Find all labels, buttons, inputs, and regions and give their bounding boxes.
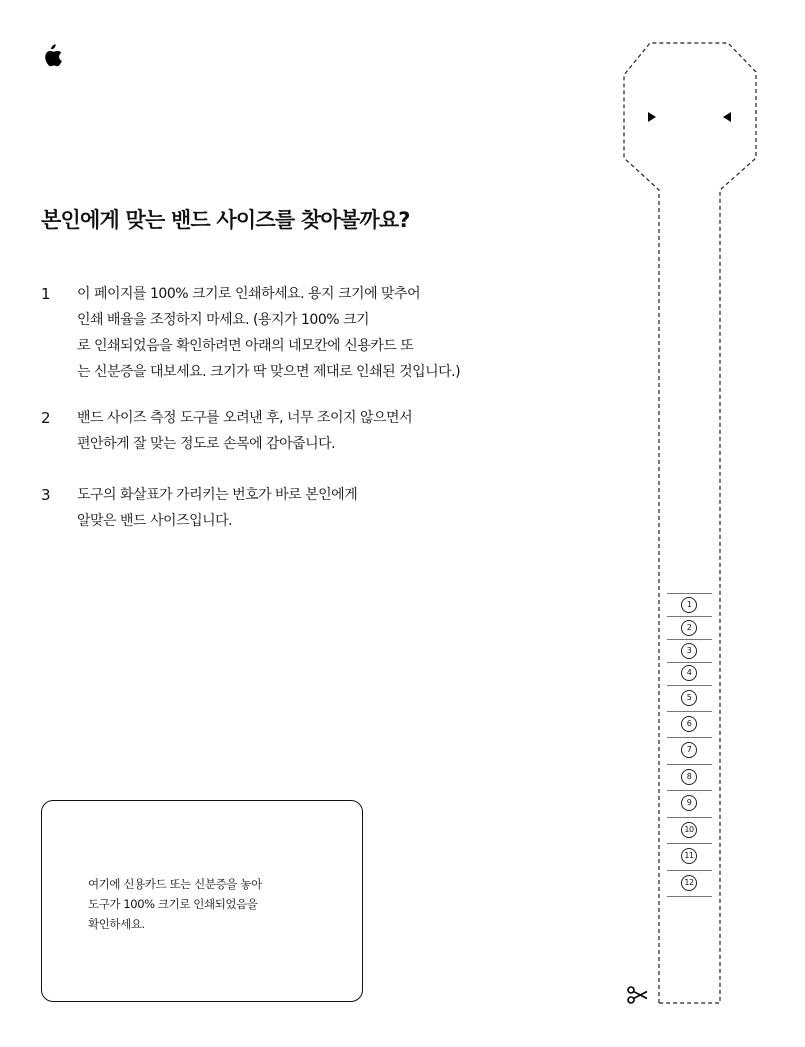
size-label-9: 9 [681, 795, 697, 811]
size-tick [667, 896, 712, 897]
step-line: 밴드 사이즈 측정 도구를 오려낸 후, 너무 조이지 않으면서 [77, 410, 413, 426]
size-tick [667, 790, 712, 791]
card-check-line: 도구가 100% 크기로 인쇄되었음을 [88, 897, 258, 911]
size-label-8: 8 [681, 769, 697, 785]
size-label-10: 10 [681, 822, 697, 838]
arrow-right-icon [648, 112, 656, 122]
size-label-3: 3 [681, 643, 697, 659]
size-tick [667, 593, 712, 594]
size-tick [667, 685, 712, 686]
size-tick [667, 662, 712, 663]
step-number: 2 [41, 409, 51, 427]
step-number: 3 [41, 486, 51, 504]
step-line: 는 신분증을 대보세요. 크기가 딱 맞으면 제대로 인쇄된 것입니다.) [77, 364, 461, 380]
size-tick [667, 639, 712, 640]
step-line: 알맞은 밴드 사이즈입니다. [77, 513, 233, 529]
step-line: 이 페이지를 100% 크기로 인쇄하세요. 용지 크기에 맞추어 [77, 286, 421, 302]
size-label-6: 6 [681, 716, 697, 732]
card-check-line: 확인하세요. [88, 917, 145, 931]
size-label-11: 11 [681, 848, 697, 864]
size-label-7: 7 [681, 742, 697, 758]
size-tick [667, 817, 712, 818]
size-label-12: 12 [681, 875, 697, 891]
size-label-2: 2 [681, 620, 697, 636]
size-tick [667, 737, 712, 738]
size-tick [667, 843, 712, 844]
size-tick [667, 870, 712, 871]
size-label-1: 1 [681, 597, 697, 613]
page-title: 본인에게 맞는 밴드 사이즈를 찾아볼까요? [41, 208, 410, 232]
step-line: 로 인쇄되었음을 확인하려면 아래의 네모칸에 신용카드 또 [77, 338, 414, 354]
size-tick [667, 711, 712, 712]
size-tick [667, 616, 712, 617]
step-line: 도구의 화살표가 가리키는 번호가 바로 본인에게 [77, 487, 358, 503]
size-label-4: 4 [681, 665, 697, 681]
step-number: 1 [41, 285, 51, 303]
arrow-left-icon [723, 112, 731, 122]
size-label-5: 5 [681, 690, 697, 706]
card-check-line: 여기에 신용카드 또는 신분증을 놓아 [88, 877, 262, 891]
step-line: 편안하게 잘 맞는 정도로 손목에 감아줍니다. [77, 436, 336, 452]
step-line: 인쇄 배율을 조정하지 마세요. (용지가 100% 크기 [77, 312, 370, 328]
scissors-icon [626, 984, 648, 1006]
size-tick [667, 764, 712, 765]
